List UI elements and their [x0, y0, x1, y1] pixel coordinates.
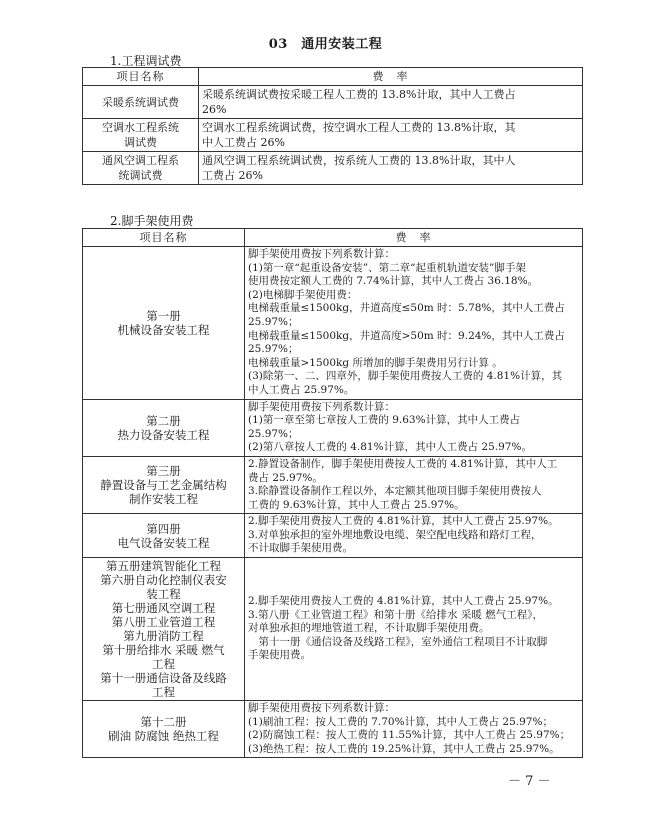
item-name-cell — [83, 86, 199, 119]
rate-line: 手架使用费。 — [248, 649, 311, 662]
table-row — [83, 152, 583, 185]
rate-line: 2.脚手架使用费按人工费的 4.81%计算，其中人工费占 25.97%。 — [248, 595, 559, 608]
rate-line: 2.脚手架使用费按人工费的 4.81%计算，其中人工费占 25.97%。 — [248, 515, 559, 528]
table-row — [83, 86, 583, 119]
item-name-cell — [83, 399, 245, 456]
page-title: 03 通用安装工程 — [268, 37, 383, 52]
item-name-line: 第九册消防工程 — [123, 629, 204, 644]
rate-line: 空调水工程系统调试费，按空调水工程人工费的 13.8%计取，其 — [202, 121, 516, 134]
item-name-line: 第十册给排水 采暖 燃气 — [102, 643, 225, 658]
item-name-cell — [83, 514, 245, 558]
rate-line: 采暖系统调试费按采暖工程人工费的 13.8%计取，其中人工费占 — [202, 88, 516, 101]
rate-cell — [245, 701, 583, 758]
item-name-line: 第四册 — [146, 521, 181, 536]
table-row — [83, 701, 583, 758]
column-header-rate: 费 率 — [245, 229, 583, 247]
rate-line: 25.97%； — [248, 343, 299, 356]
item-name-line: 装工程 — [146, 587, 181, 602]
rate-line: 26% — [202, 103, 227, 116]
rate-line: (1)第一章“起重设备安装”、第二章“起重机轨道安装”脚手架 — [248, 261, 526, 274]
rate-line: (1)刷油工程：按人工费的 7.70%计算，其中人工费占 25.97%； — [248, 715, 553, 728]
item-name-line: 机械设备安装工程 — [117, 322, 210, 337]
rate-line: (2)电梯脚手架使用费： — [248, 288, 358, 301]
rate-line: 2.静置设备制作，脚手架使用费按人工费的 4.81%计算，其中人工 — [248, 457, 558, 470]
rate-line: 电梯载重量>1500kg 所增加的脚手架费用另行计算 。 — [248, 356, 503, 369]
column-header-rate: 费 率 — [199, 68, 583, 86]
rate-line: (1)第一章至第七章按人工费的 9.63%计算，其中人工费占 — [248, 414, 521, 427]
table-header-row — [83, 229, 583, 247]
item-name-cell — [83, 456, 245, 513]
rate-cell — [199, 86, 583, 119]
page-number: － 7 － — [508, 774, 551, 789]
rate-cell — [245, 514, 583, 558]
item-name-line: 第十二册 — [140, 715, 187, 730]
item-name-line: 采暖系统调试费 — [102, 95, 179, 109]
item-name-line: 静置设备与工艺金属结构 — [100, 478, 227, 493]
item-name-line: 统调试费 — [118, 169, 163, 182]
table-row — [83, 514, 583, 558]
rate-line: 第十一册《通信设备及线路工程》，室外通信工程项目不计取脚 — [248, 635, 548, 648]
item-name-line: 第一册 — [146, 308, 181, 323]
rate-line: 不计取脚手架使用费。 — [248, 542, 353, 555]
item-name-line: 第二册 — [146, 413, 181, 428]
item-name-cell — [83, 119, 199, 152]
item-name-line: 第六册自动化控制仪表安 — [100, 573, 227, 588]
rate-line: 通风空调工程系统调试费，按系统人工费的 13.8%计取，其中人 — [202, 154, 516, 167]
rate-cell — [245, 558, 583, 701]
rate-line: 工费占 26% — [202, 169, 263, 182]
item-name-cell — [83, 558, 245, 701]
rate-line: 对单独承担的埋地管道工程，不计取脚手架使用费。 — [248, 622, 490, 635]
scaffold-fee-table — [82, 228, 583, 758]
column-header-item-name: 项目名称 — [83, 68, 199, 86]
rate-line: 3.对单独承担的室外埋地敷设电缆、架空配电线路和路灯工程， — [248, 528, 542, 541]
rate-line: 3.第八册《工业管道工程》和第十册《给排水 采暖 燃气工程》， — [248, 608, 543, 621]
rate-line: (2)防腐蚀工程：按人工费的 11.55%计算，其中人工费占 25.97%； — [248, 729, 571, 742]
item-name-line: 制作安装工程 — [129, 492, 198, 507]
item-name-line: 第十一册通信设备及线路 — [100, 671, 227, 686]
item-name-line: 空调水工程系统 — [102, 121, 179, 134]
rate-line: 脚手架使用费按下列系数计算： — [248, 248, 395, 260]
section-heading-debug-fee: 1.工程调试费 — [110, 54, 182, 68]
rate-cell — [245, 399, 583, 456]
item-name-line: 热力设备安装工程 — [117, 427, 210, 442]
rate-cell — [245, 247, 583, 400]
item-name-line: 第八册工业管道工程 — [111, 615, 216, 630]
table-row — [83, 399, 583, 456]
item-name-line: 工程 — [152, 657, 175, 672]
rate-line: 中人工费占 26% — [202, 136, 285, 149]
rate-line: (3)除第一、二、四章外，脚手架使用费按人工费的 4.81%计算，其 — [248, 370, 563, 383]
rate-line: 工费的 9.63%计算，其中人工费占 25.97%。 — [248, 498, 465, 511]
item-name-line: 第三册 — [146, 464, 181, 479]
item-name-line: 电气设备安装工程 — [117, 535, 210, 550]
item-name-line: 第五册建筑智能化工程 — [106, 559, 221, 574]
debug-fee-table — [82, 67, 583, 185]
item-name-cell — [83, 152, 199, 185]
item-name-line: 刷油 防腐蚀 绝热工程 — [108, 729, 219, 744]
rate-line: 电梯载重量≤1500kg，井道高度>50m 时：9.24%，其中人工费占 — [248, 329, 565, 342]
item-name-cell — [83, 247, 245, 400]
rate-line: (2)第八章按人工费的 4.81%计算，其中人工费占 25.97%。 — [248, 441, 532, 454]
rate-line: 脚手架使用费按下列系数计算： — [248, 400, 395, 413]
item-name-line: 工程 — [152, 685, 175, 700]
rate-line: 3.除静置设备制作工程以外，本定额其他项目脚手架使用费按人 — [248, 485, 542, 498]
rate-line: (3)绝热工程：按人工费的 19.25%计算，其中人工费占 25.97%。 — [248, 742, 560, 755]
rate-line: 脚手架使用费按下列系数计算： — [248, 702, 395, 715]
rate-line: 使用费按定额人工费的 7.74%计算，其中人工费占 36.18%。 — [248, 275, 539, 288]
table-row — [83, 247, 583, 400]
item-name-cell — [83, 701, 245, 758]
table-row — [83, 558, 583, 701]
table-row — [83, 119, 583, 152]
rate-cell — [199, 119, 583, 152]
rate-line: 中人工费占 25.97%。 — [248, 383, 355, 396]
table-header-row — [83, 68, 583, 86]
rate-line: 25.97%； — [248, 427, 299, 440]
rate-line: 电梯载重量≤1500kg，井道高度≤50m 时：5.78%，其中人工费占 — [248, 302, 565, 315]
section-heading-scaffold-fee: 2.脚手架使用费 — [110, 214, 194, 228]
item-name-line: 第七册通风空调工程 — [111, 601, 216, 616]
rate-cell — [199, 152, 583, 185]
rate-line: 25.97%； — [248, 315, 299, 328]
rate-line: 费占 25.97%。 — [248, 471, 323, 484]
table-row — [83, 456, 583, 513]
item-name-line: 调试费 — [124, 136, 157, 149]
rate-cell — [245, 456, 583, 513]
item-name-line: 通风空调工程系 — [102, 154, 179, 167]
column-header-item-name: 项目名称 — [83, 229, 245, 247]
